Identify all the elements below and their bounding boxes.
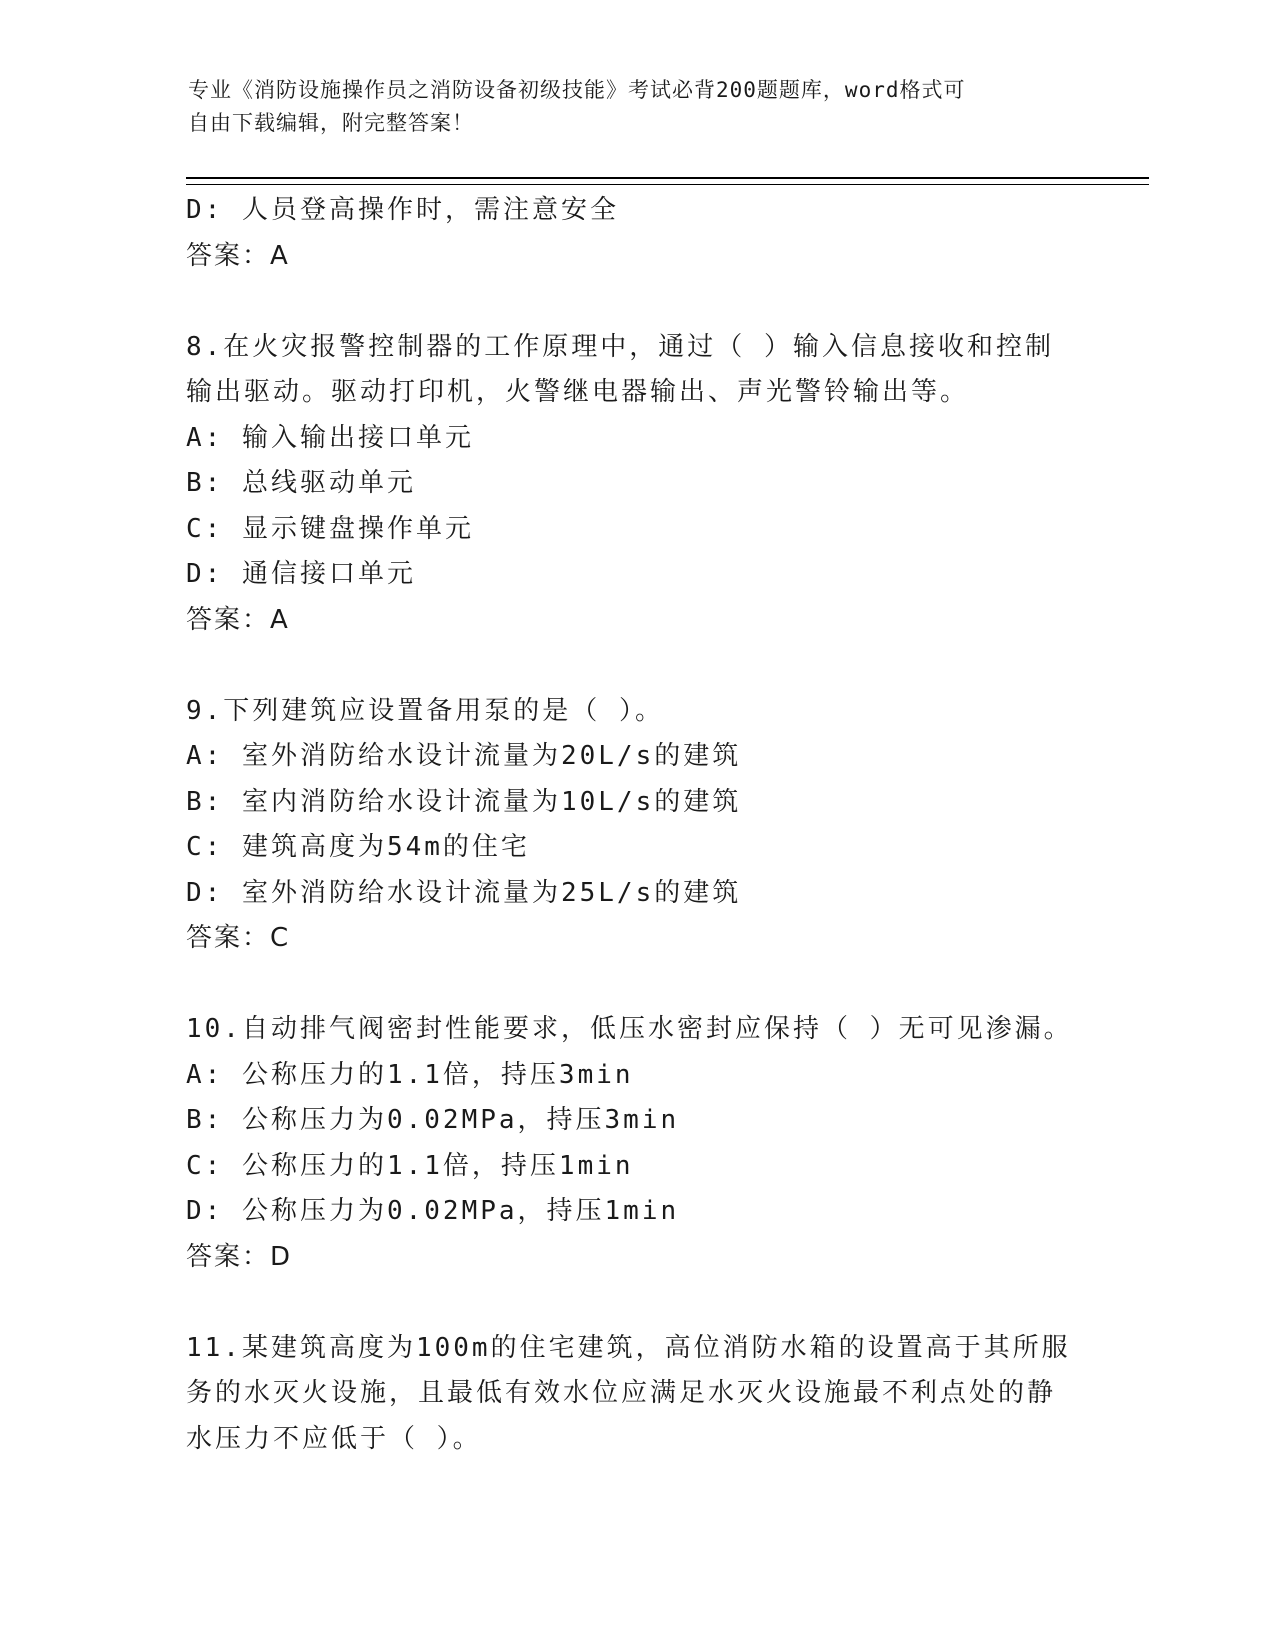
- option-a: A: 公称压力的1.1倍，持压3min: [186, 1059, 634, 1090]
- question-8: [186, 325, 1086, 644]
- question-stem: 输出驱动。驱动打印机，火警继电器输出、声光警铃输出等。: [186, 377, 970, 407]
- question-stem: 11.某建筑高度为100m的住宅建筑，高位消防水箱的设置高于其所服: [186, 1332, 1071, 1363]
- document-header: [188, 74, 1068, 140]
- question-9: [186, 689, 1086, 962]
- header-line-1: 专业《消防设施操作员之消防设备初级技能》考试必背200题题库，word格式可: [188, 78, 966, 102]
- spacer: [186, 279, 1086, 325]
- answer: 答案：A: [186, 604, 290, 635]
- question-stem: 水压力不应低于（ ）。: [186, 1423, 482, 1454]
- option-c: C: 公称压力的1.1倍，持压1min: [186, 1150, 634, 1181]
- header-line-2: 自由下载编辑，附完整答案！: [188, 111, 474, 135]
- option-b: B: 公称压力为0.02MPa，持压3min: [186, 1105, 680, 1135]
- prev-answer: 答案：A: [186, 240, 290, 271]
- option-a: A: 输入输出接口单元: [186, 422, 474, 453]
- answer: 答案：C: [186, 923, 291, 953]
- question-10: [186, 1007, 1086, 1280]
- question-stem: 10.自动排气阀密封性能要求，低压水密封应保持（ ）无可见渗漏。: [186, 1014, 1073, 1044]
- question-11: [186, 1326, 1086, 1463]
- question-stem: 务的水灭火设施，且最低有效水位应满足水灭火设施最不利点处的静: [186, 1378, 1057, 1408]
- header-divider: [186, 177, 1149, 185]
- option-d: D: 室外消防给水设计流量为25L/s的建筑: [186, 877, 742, 908]
- spacer: [186, 962, 1086, 1008]
- question-list: [186, 188, 1086, 1462]
- option-d: D: 公称压力为0.02MPa，持压1min: [186, 1196, 680, 1226]
- question-stem: 8.在火灾报警控制器的工作原理中，通过（ ）输入信息接收和控制: [186, 331, 1054, 362]
- option-c: C: 显示键盘操作单元: [186, 513, 474, 544]
- spacer: [186, 643, 1086, 689]
- prev-option-d: D: 人员登高操作时，需注意安全: [186, 195, 619, 225]
- option-b: B: 总线驱动单元: [186, 468, 416, 498]
- option-a: A: 室外消防给水设计流量为20L/s的建筑: [186, 741, 742, 771]
- spacer: [186, 1280, 1086, 1326]
- answer: 答案：D: [186, 1241, 293, 1272]
- question-stem: 9.下列建筑应设置备用泵的是（ ）。: [186, 695, 664, 726]
- option-b: B: 室内消防给水设计流量为10L/s的建筑: [186, 786, 742, 817]
- option-d: D: 通信接口单元: [186, 559, 416, 589]
- option-c: C: 建筑高度为54m的住宅: [186, 832, 530, 862]
